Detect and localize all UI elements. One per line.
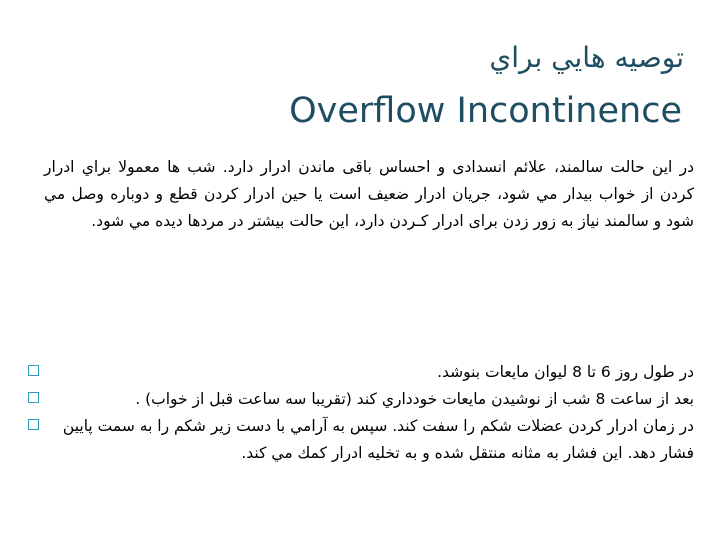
slide-title-english: Overflow Incontinence bbox=[289, 91, 682, 131]
recommendation-list bbox=[24, 359, 694, 467]
list-item bbox=[24, 359, 694, 386]
list-item-text: در زمان ادرار كردن عضلات شكم را سفت كند. سپس به آرامي با دست زير شكم را به سمت پايين فشار دهد. اين فشار به مثانه منتقل شده و به تخليه ادرار كمك مي كند. bbox=[62, 417, 694, 462]
hollow-square-bullet-icon bbox=[28, 419, 39, 430]
intro-paragraph: در این حالت سالمند، علائم انسدادی و احساس باقی ماندن ادرار دارد. شب ها معمولا براي ادرار كردن از خواب بيدار مي شود، جریان ادرار ضعیف است یا حین ادرار کردن قطع و دوباره وصل مي شود و سالمند نیاز به زور زدن برای ادرار كـردن دارد، این حالت بیشتر در مردها دیده مي شود. bbox=[44, 158, 694, 230]
slide-title-farsi: توصيه هايي براي bbox=[489, 41, 684, 74]
list-item-text: در طول روز 6 تا 8 ليوان مايعات بنوشد. bbox=[437, 363, 694, 381]
list-item-text: بعد از ساعت 8 شب از نوشيدن مايعات خودداري كند (تقريبا سه ساعت قبل از خواب) . bbox=[135, 390, 694, 408]
hollow-square-bullet-icon bbox=[28, 365, 39, 376]
hollow-square-bullet-icon bbox=[28, 392, 39, 403]
list-item bbox=[24, 386, 694, 413]
list-item bbox=[24, 413, 694, 467]
